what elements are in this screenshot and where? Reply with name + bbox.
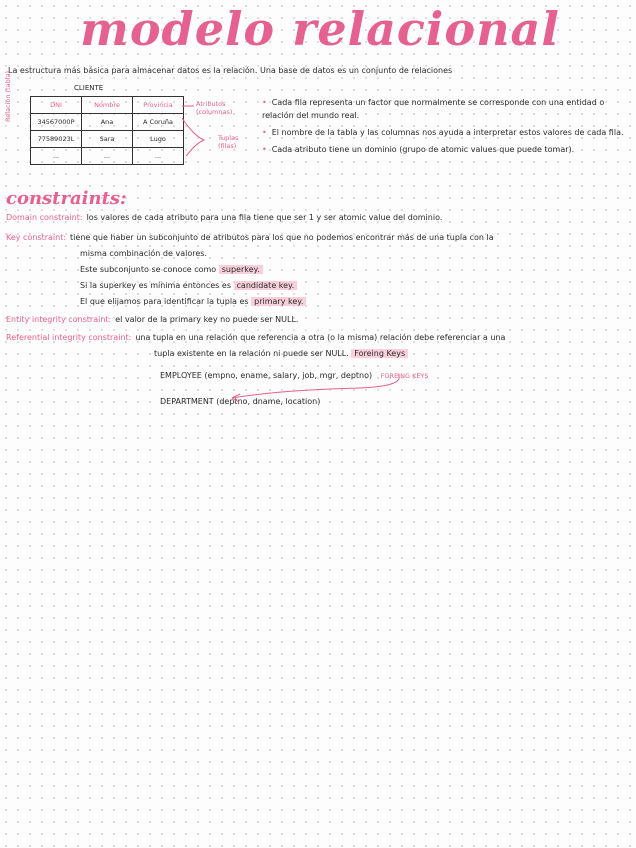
- domain-constraint-text: los valores de cada atributo para una fila tiene que ser 1 y ser atomic value del dominio.: [86, 213, 443, 222]
- constraints-heading: constraints:: [6, 188, 127, 209]
- relation-label: Relación (tabla): [4, 70, 12, 122]
- attributes-label: Atributos (columnas): [196, 100, 233, 116]
- table-row: [31, 114, 184, 131]
- superkey-highlight: superkey.: [219, 265, 263, 274]
- table-cell: ...: [31, 148, 82, 165]
- superkey-text: Este subconjunto se conoce como: [80, 265, 217, 274]
- table-header-cell: Provincia: [133, 97, 184, 114]
- intro-text: La estructura más básica para almacenar datos es la relación. Una base de datos es un conjunto de relaciones: [8, 66, 453, 75]
- table-cell: ...: [133, 148, 184, 165]
- foreign-key-arrow: [210, 360, 410, 410]
- table-cell: 34567000P: [31, 114, 82, 131]
- referential-constraint-label: Referential integrity constraint:: [6, 333, 132, 342]
- foreign-keys-highlight: Foreing Keys: [351, 349, 408, 358]
- candidate-key-text: Si la superkey es mínima entonces es: [80, 281, 231, 290]
- primary-key-text: El que elijamos para identificar la tupla es: [80, 297, 249, 306]
- table-header-cell: Nombre: [82, 97, 133, 114]
- key-constraint-text: tiene que haber un subconjunto de atributos para los que no podemos encontrar más de una tupla con la: [70, 233, 494, 242]
- table-cell: Lugo: [133, 131, 184, 148]
- table-cell: Sara: [82, 131, 133, 148]
- bullet-item: • Cada atributo tiene un dominio (grupo de atomic values que puede tomar).: [262, 143, 632, 156]
- key-constraint-label: Key constraint:: [6, 233, 67, 242]
- entity-constraint-text: el valor de la primary key no puede ser NULL.: [115, 315, 299, 324]
- table-row: [31, 131, 184, 148]
- bullet-item: • El nombre de la tabla y las columnas nos ayuda a interpretar estos valores de cada fila.: [262, 126, 632, 139]
- department-relation: DEPARTMENT (deptno, dname, location): [160, 397, 321, 406]
- referential-constraint-text: una tupla en una relación que referencia a otra (o la misma) relación debe referenciar a una: [135, 333, 506, 342]
- referential-constraint-text-2: tupla existente en la relación ni puede ser NULL.: [154, 349, 349, 358]
- tuples-label: Tuplas (filas): [218, 134, 239, 150]
- domain-constraint-label: Domain constraint:: [6, 213, 83, 222]
- table-header-row: [31, 97, 184, 114]
- table-cell: A Coruña: [133, 114, 184, 131]
- table-row: [31, 148, 184, 165]
- table-name: CLIENTE: [74, 84, 104, 92]
- table-cell: Ana: [82, 114, 133, 131]
- table-cell: ...: [82, 148, 133, 165]
- bullet-item: • Cada fila representa un factor que normalmente se corresponde con una entidad o relación del mundo real.: [262, 96, 632, 122]
- table-header-cell: DNI: [31, 97, 82, 114]
- primary-key-highlight: primary key.: [251, 297, 306, 306]
- relation-table: [30, 96, 184, 165]
- foreign-keys-note: FOREING KEYS: [380, 372, 429, 380]
- candidate-key-highlight: candidate key.: [234, 281, 298, 290]
- bullet-list: [262, 96, 632, 160]
- page-title: modelo relacional: [80, 2, 560, 56]
- key-constraint-text-2: misma combinación de valores.: [80, 249, 207, 258]
- table-cell: 77589023L: [31, 131, 82, 148]
- entity-constraint-label: Entity integrity constraint:: [6, 315, 112, 324]
- employee-relation: EMPLOYEE (empno, ename, salary, job, mgr, deptno): [160, 371, 373, 380]
